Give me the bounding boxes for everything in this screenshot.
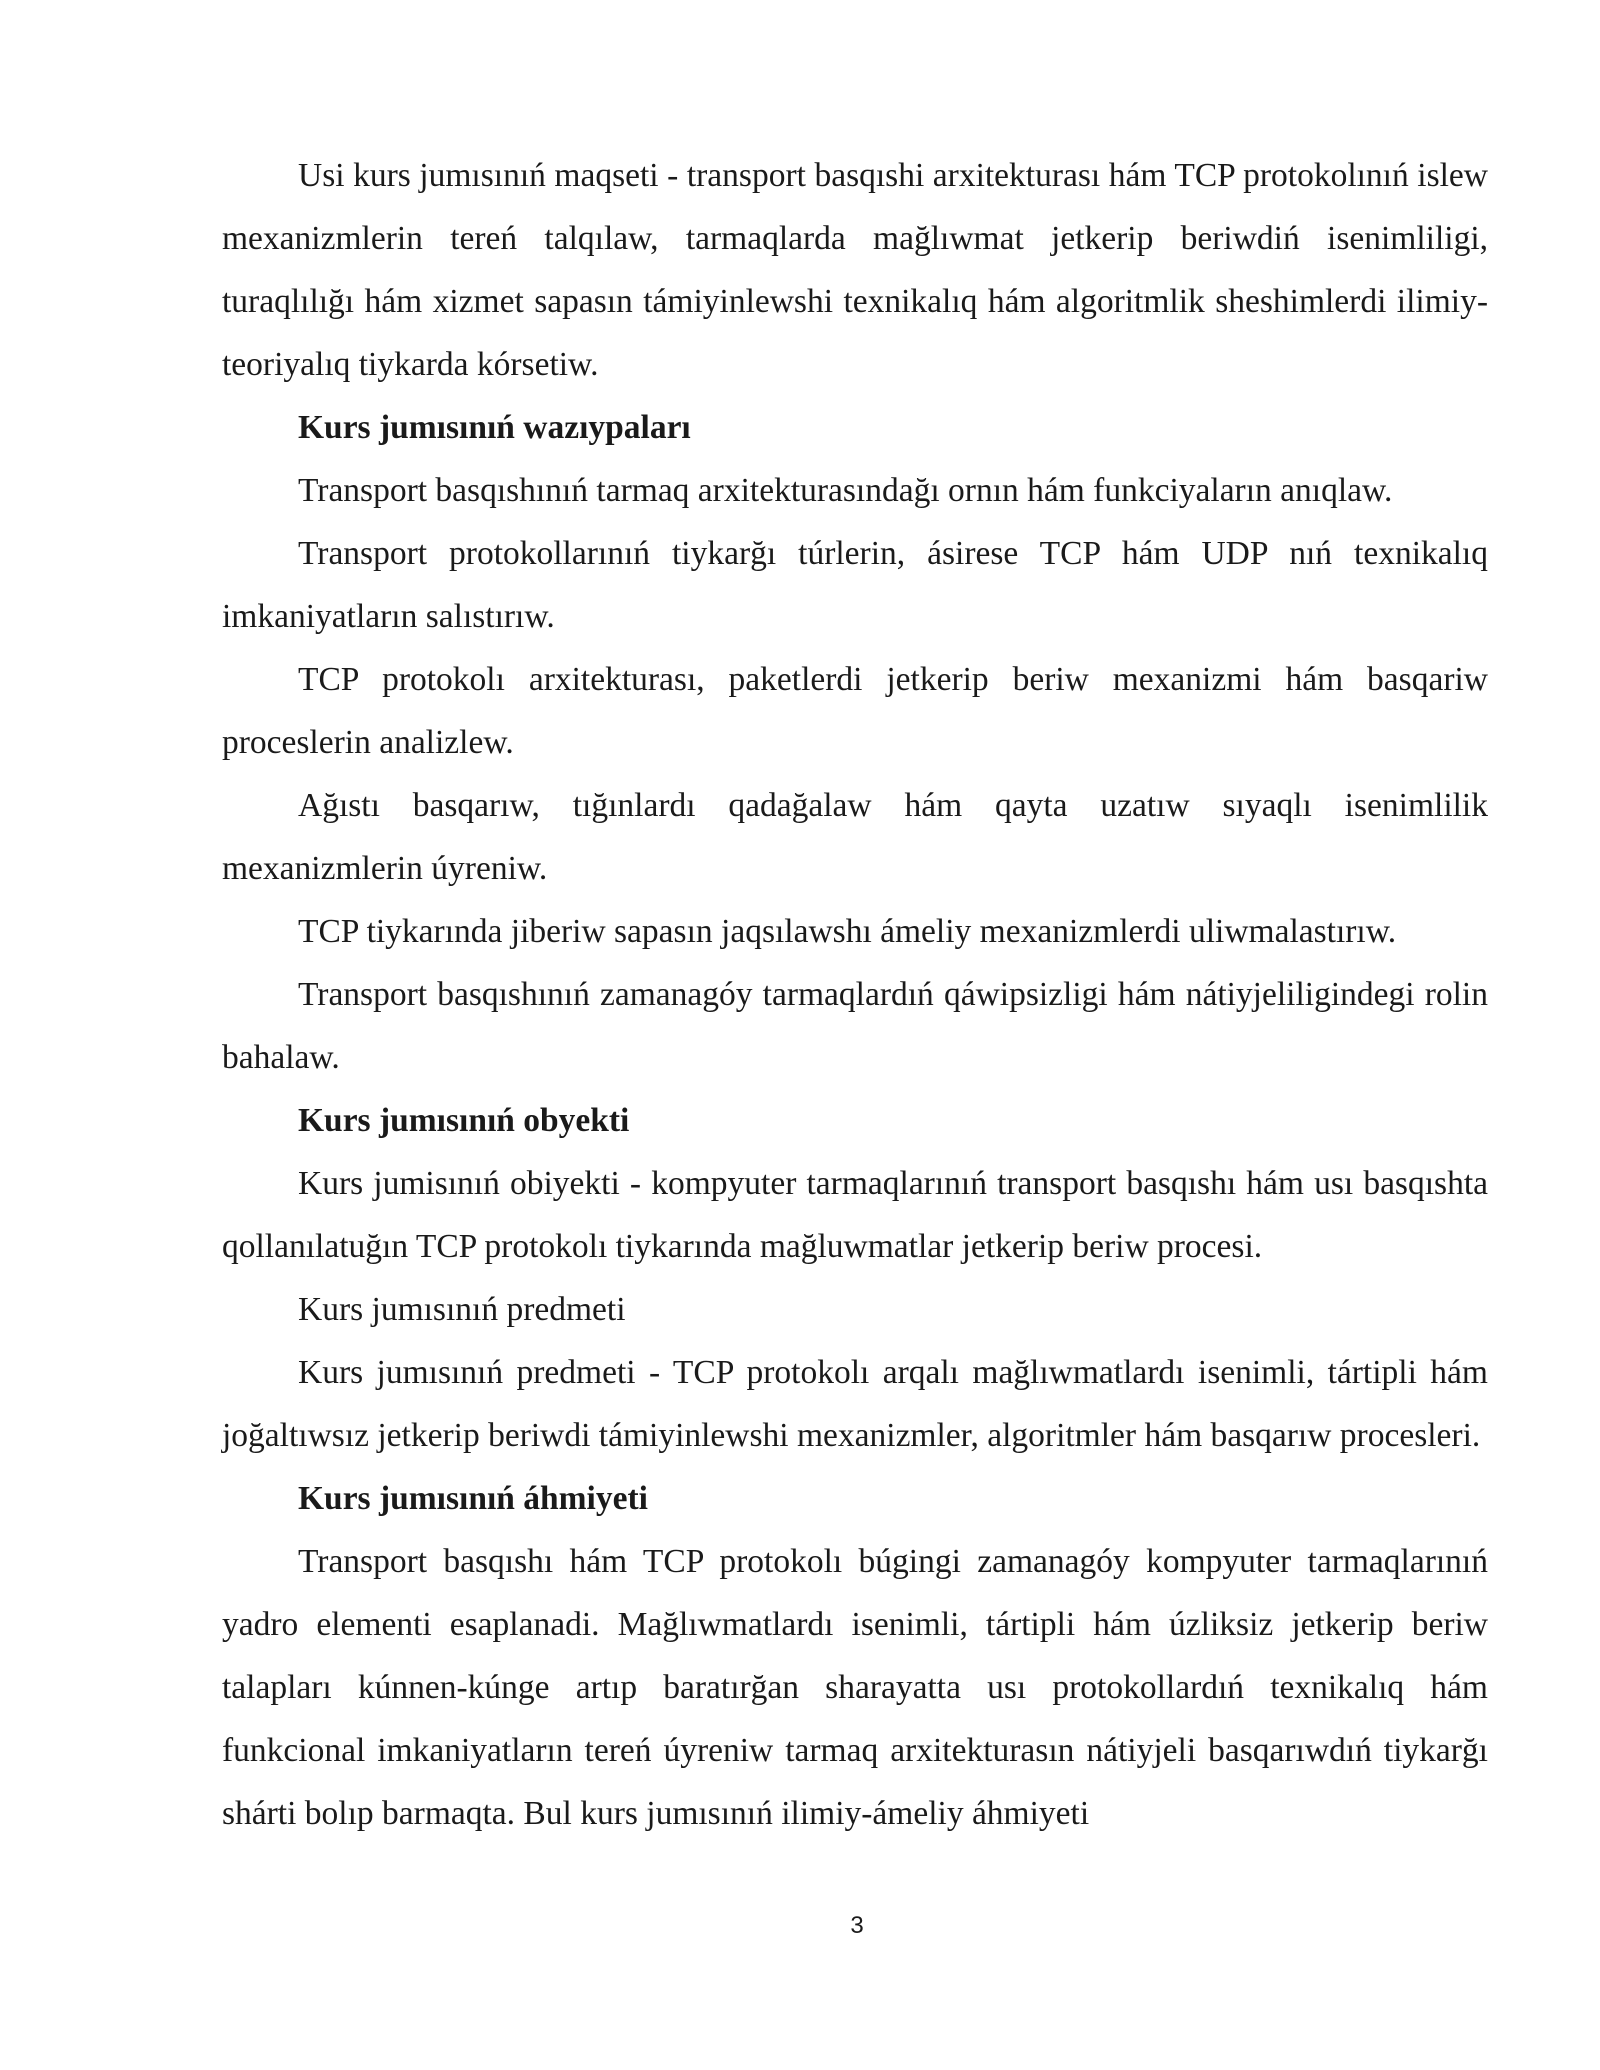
task-item: TCP tiykarında jiberiw sapasın jaqsılawshı ámeliy mexanizmlerdi uliwmalastırıw.: [298, 913, 1397, 950]
task-item: Transport protokollarınıń tiykarğı túrlerin, ásirese TCP hám UDP nıń texnikalıq imkaniyatların salıstırıw.: [222, 535, 1488, 635]
heading-subject: Kurs jumısınıń predmeti: [298, 1291, 626, 1328]
task-item: TCP protokolı arxitekturası, paketlerdi jetkerip beriw mexanizmi hám basqariw proceslerin analizlew.: [222, 661, 1488, 761]
heading-importance: Kurs jumısınıń áhmiyeti: [298, 1480, 648, 1517]
task-item: Transport basqıshınıń tarmaq arxitekturasındağı ornın hám funkciyaların anıqlaw.: [298, 472, 1393, 509]
paragraph-subject: Kurs jumısınıń predmeti - TCP protokolı arqalı mağlıwmatlardı isenimli, tártipli hám joğaltıwsız jetkerip beriwdi támiyinlewshi mexanizmler, algoritmler hám basqarıw procesleri.: [222, 1354, 1488, 1454]
task-item: Transport basqıshınıń zamanagóy tarmaqlardıń qáwipsizligi hám nátiyjeliligindegi rolin bahalaw.: [222, 976, 1488, 1076]
heading-tasks: Kurs jumısınıń wazıypaları: [298, 409, 691, 446]
paragraph-object: Kurs jumisınıń obiyekti - kompyuter tarmaqlarınıń transport basqıshı hám usı basqıshta qollanılatuğın TCP protokolı tiykarında mağluwmatlar jetkerip beriw procesi.: [222, 1165, 1488, 1265]
heading-object: Kurs jumısınıń obyekti: [298, 1102, 630, 1139]
document-body: [222, 144, 1488, 1845]
task-item: Ağıstı basqarıw, tığınlardı qadağalaw hám qayta uzatıw sıyaqlı isenimlilik mexanizmlerin úyreniw.: [222, 787, 1488, 887]
paragraph-purpose: Usi kurs jumısınıń maqseti - transport basqıshi arxitekturası hám TCP protokolınıń islew mexanizmlerin tereń talqılaw, tarmaqlarda mağlıwmat jetkerip beriwdiń isenimliligi, turaqlılığı hám xizmet sapasın támiyinlewshi texnikalıq hám algoritmlik sheshimlerdi ilimiy-teoriyalıq tiykarda kórsetiw.: [222, 157, 1488, 383]
paragraph-importance: Transport basqıshı hám TCP protokolı búgingi zamanagóy kompyuter tarmaqlarınıń yadro elementi esaplanadi. Mağlıwmatlardı isenimli, tártipli hám úzliksiz jetkerip beriw talapları kúnnen-kúnge artıp baratırğan sharayatta usı protokollardıń texnikalıq hám funkcional imkaniyatların tereń úyreniw tarmaq arxitekturasın nátiyjeli basqarıwdıń tiykarğı shárti bolıp barmaqta. Bul kurs jumısınıń ilimiy-ámeliy áhmiyeti: [222, 1543, 1488, 1832]
page-number: 3: [850, 1912, 864, 1939]
